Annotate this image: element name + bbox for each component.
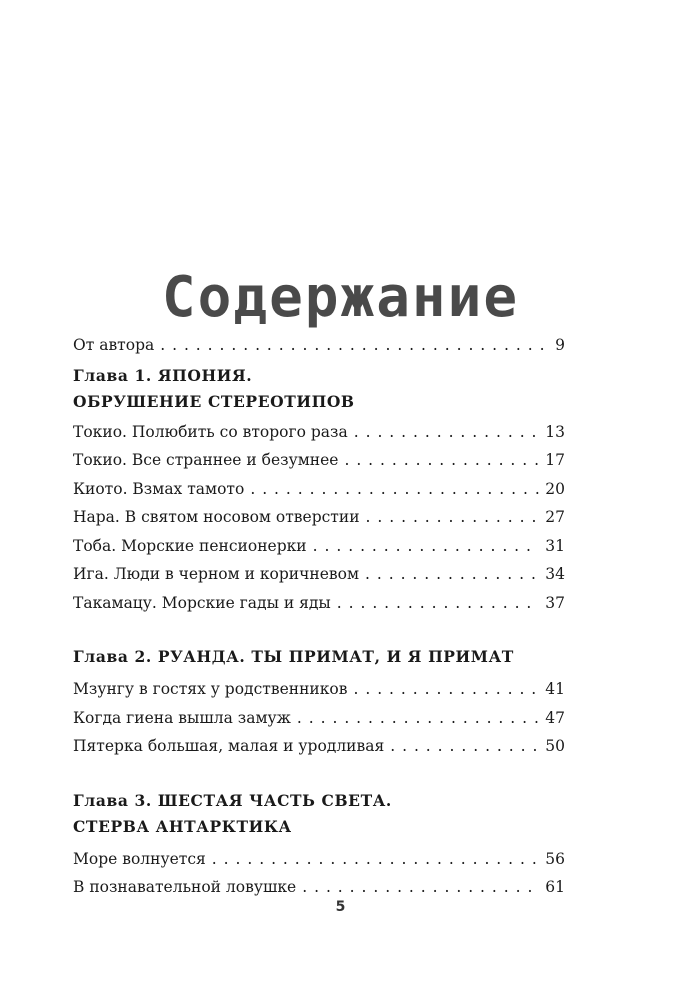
- toc-entry-title: В познавательной ловушке: [73, 878, 297, 896]
- toc-entry-title: Такамацу. Морские гады и яды: [73, 593, 331, 612]
- toc-entry-title: Море волнуется: [73, 849, 206, 868]
- toc-entry-title: Киото. Взмах тамото: [73, 479, 245, 498]
- toc-entry-title: Ига. Люди в черном и коричневом: [73, 565, 360, 583]
- toc-entry-title: Токио. Все страннее и безумнее: [73, 451, 339, 469]
- table-of-contents: [73, 331, 565, 902]
- chapter-heading-line: Глава 3. ШЕСТАЯ ЧАСТЬ СВЕТА.: [73, 790, 392, 810]
- toc-entry-page: 27: [545, 508, 565, 526]
- toc-entry: [73, 845, 565, 874]
- dot-leader: [354, 418, 540, 447]
- dot-leader: [302, 873, 539, 902]
- toc-entry: [73, 675, 565, 704]
- toc-entry-intro: [73, 331, 565, 360]
- chapter-heading-line: СТЕРВА АНТАРКТИКА: [73, 816, 292, 836]
- toc-entry-title: Нара. В святом носовом отверстии: [73, 508, 360, 526]
- toc-entry-page: 13: [545, 422, 565, 441]
- dot-leader: [250, 475, 539, 504]
- toc-entry: [73, 589, 565, 618]
- toc-entry: [73, 732, 565, 761]
- dot-leader: [160, 331, 549, 360]
- toc-entry-title: Когда гиена вышла замуж: [73, 708, 291, 727]
- toc-entry-page: 47: [545, 708, 565, 727]
- dot-leader: [390, 732, 539, 761]
- toc-entry-page: 20: [545, 479, 565, 498]
- toc-entry: [73, 503, 565, 532]
- chapter-heading-line: Глава 2. РУАНДА. ТЫ ПРИМАТ, И Я ПРИМАТ: [73, 647, 514, 666]
- dot-leader: [344, 446, 539, 475]
- toc-entry: [73, 704, 565, 733]
- toc-entry: [73, 560, 565, 589]
- dot-leader: [313, 532, 540, 561]
- toc-entry: [73, 446, 565, 475]
- toc-entry-page: 9: [555, 336, 565, 354]
- toc-entry: [73, 532, 565, 561]
- toc-entry-page: 31: [545, 536, 565, 555]
- toc-entry-title: Тоба. Морские пенсионерки: [73, 536, 307, 555]
- toc-entry-page: 34: [545, 565, 565, 583]
- chapter-2-heading: [73, 644, 565, 670]
- toc-entry-title: Мзунгу в гостях у родственников: [73, 680, 348, 698]
- dot-leader: [212, 845, 539, 874]
- toc-entry-page: 61: [545, 878, 565, 896]
- toc-entry: [73, 475, 565, 504]
- chapter-heading-line: Глава 1. ЯПОНИЯ.: [73, 365, 253, 385]
- dot-leader: [354, 675, 540, 704]
- toc-entry-page: 17: [545, 451, 565, 469]
- toc-entry-title: Пятерка большая, малая и уродливая: [73, 737, 385, 755]
- dot-leader: [365, 560, 539, 589]
- dot-leader: [366, 503, 540, 532]
- toc-entry: [73, 873, 565, 902]
- toc-entry-page: 41: [545, 680, 565, 698]
- chapter-heading-line: ОБРУШЕНИЕ СТЕРЕОТИПОВ: [73, 391, 355, 411]
- page-number: 5: [335, 899, 346, 915]
- page-title: Содержание: [161, 264, 520, 330]
- chapter-1-heading: [73, 363, 565, 415]
- toc-entry-title: От автора: [73, 336, 155, 354]
- toc-entry-page: 37: [545, 593, 565, 612]
- dot-leader: [297, 704, 539, 733]
- chapter-3-heading: [73, 788, 565, 840]
- toc-entry: [73, 418, 565, 447]
- dot-leader: [337, 589, 540, 618]
- toc-entry-page: 56: [545, 849, 565, 868]
- toc-entry-title: Токио. Полюбить со второго раза: [73, 422, 348, 441]
- toc-entry-page: 50: [545, 737, 565, 755]
